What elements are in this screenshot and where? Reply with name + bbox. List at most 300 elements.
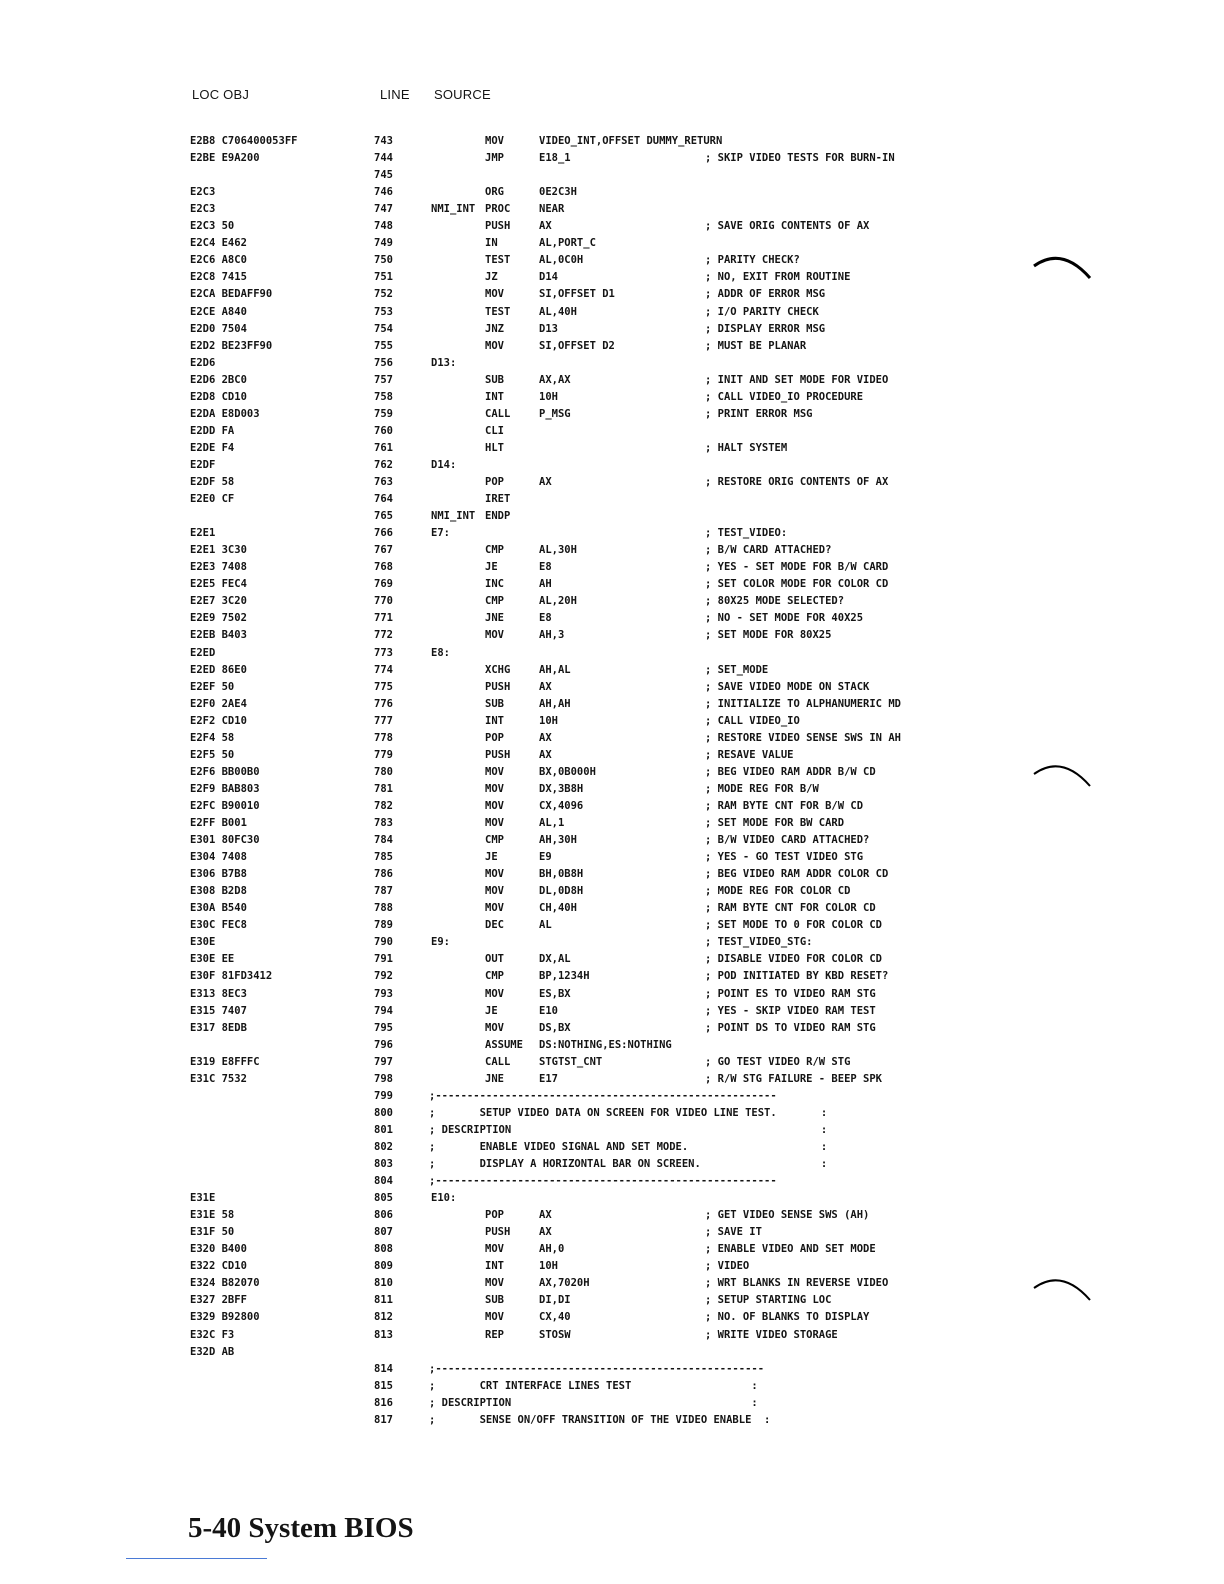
loc-obj-cell: E2C3 (190, 203, 216, 216)
operand-cell: DL,0D8H (539, 885, 584, 898)
comment-cell: ; BEG VIDEO RAM ADDR COLOR CD (705, 868, 889, 881)
listing-row (0, 218, 1224, 235)
line-number-cell: 801 (374, 1123, 393, 1136)
opcode-cell: CMP (485, 970, 504, 983)
comment-cell: ; INIT AND SET MODE FOR VIDEO (705, 373, 889, 386)
comment-cell: ; SET_MODE (705, 663, 769, 676)
listing-row (0, 832, 1224, 849)
listing-row (0, 235, 1224, 252)
line-number-cell: 796 (374, 1038, 393, 1051)
listing-row (0, 542, 1224, 559)
listing-row (0, 1309, 1224, 1326)
loc-obj-cell: E30A B540 (190, 902, 247, 915)
listing-row (0, 866, 1224, 883)
loc-obj-cell: E324 B82070 (190, 1277, 260, 1290)
listing-row (0, 474, 1224, 491)
comment-cell: ; NO - SET MODE FOR 40X25 (705, 612, 864, 625)
comment-cell: ; YES - GO TEST VIDEO STG (705, 851, 864, 864)
line-number-cell: 747 (374, 203, 393, 216)
loc-obj-cell: E329 B92800 (190, 1311, 260, 1324)
line-number-cell: 803 (374, 1158, 393, 1170)
comment-cell: ; SETUP STARTING LOC (705, 1294, 832, 1307)
operand-cell: E9 (539, 851, 552, 864)
label-cell: NMI_INT (431, 510, 476, 523)
line-number-cell: 776 (374, 697, 393, 710)
line-number-cell: 783 (374, 817, 393, 829)
line-number-cell: 814 (374, 1362, 393, 1375)
line-number-cell: 815 (374, 1379, 393, 1392)
operand-cell: AH,3 (539, 629, 565, 642)
header-loc-obj: LOC OBJ (192, 87, 250, 102)
comment-cell: ; R/W STG FAILURE - BEEP SPK (705, 1072, 883, 1085)
loc-obj-cell: E313 8EC3 (190, 987, 247, 1000)
comment-cell: ; POINT DS TO VIDEO RAM STG (705, 1021, 876, 1034)
listing-row (0, 133, 1224, 150)
line-number-cell: 802 (374, 1140, 393, 1153)
opcode-cell: MOV (485, 288, 504, 301)
comment-box-line: ; ENABLE VIDEO SIGNAL AND SET MODE. : (429, 1140, 828, 1153)
opcode-cell: MOV (485, 1277, 504, 1290)
loc-obj-cell: E2DE F4 (190, 441, 235, 454)
comment-cell: ; SET MODE TO 0 FOR COLOR CD (705, 919, 883, 932)
listing-row (0, 934, 1224, 951)
operand-cell: AL,30H (539, 544, 577, 557)
listing-row (0, 815, 1224, 832)
line-number-cell: 789 (374, 919, 393, 932)
loc-obj-cell: E2CE A840 (190, 305, 247, 318)
loc-obj-cell: E31E (190, 1192, 216, 1205)
operand-cell: D14 (539, 271, 558, 284)
line-number-cell: 807 (374, 1226, 393, 1239)
listing-row (0, 679, 1224, 696)
line-number-cell: 761 (374, 441, 393, 454)
comment-box-line: ; CRT INTERFACE LINES TEST : (429, 1379, 758, 1392)
listing-row (0, 1088, 1224, 1105)
line-number-cell: 751 (374, 271, 393, 284)
listing-row (0, 883, 1224, 900)
line-number-cell: 798 (374, 1072, 393, 1085)
line-number-cell: 813 (374, 1328, 393, 1341)
line-number-cell: 756 (374, 356, 393, 369)
operand-cell: AL,40H (539, 305, 577, 318)
opcode-cell: MOV (485, 339, 504, 352)
line-number-cell: 790 (374, 936, 393, 949)
listing-row (0, 1395, 1224, 1412)
comment-cell: ; WRITE VIDEO STORAGE (705, 1328, 838, 1341)
operand-cell: E17 (539, 1072, 558, 1085)
opcode-cell: ENDP (485, 510, 511, 523)
opcode-cell: POP (485, 731, 504, 744)
listing-row (0, 355, 1224, 372)
comment-cell: ; SAVE ORIG CONTENTS OF AX (705, 220, 870, 233)
line-number-cell: 809 (374, 1260, 393, 1273)
loc-obj-cell: E2B8 C706400053FF (190, 135, 298, 147)
comment-box-line: ; SENSE ON/OFF TRANSITION OF THE VIDEO ENABLE : (429, 1413, 771, 1426)
opcode-cell: MOV (485, 817, 504, 829)
listing-row (0, 167, 1224, 184)
line-number-cell: 771 (374, 612, 393, 625)
loc-obj-cell: E301 80FC30 (190, 834, 260, 847)
footer-rule (126, 1558, 267, 1559)
listing-row (0, 286, 1224, 303)
opcode-cell: TEST (485, 305, 511, 318)
operand-cell: STGTST_CNT (539, 1055, 603, 1068)
line-number-cell: 785 (374, 851, 393, 864)
listing-row (0, 730, 1224, 747)
opcode-cell: MOV (485, 987, 504, 1000)
comment-cell: ; NO, EXIT FROM ROUTINE (705, 271, 851, 284)
opcode-cell: CALL (485, 407, 511, 420)
opcode-cell: CMP (485, 595, 504, 608)
operand-cell: SI,OFFSET D2 (539, 339, 615, 352)
opcode-cell: MOV (485, 629, 504, 642)
loc-obj-cell: E2D8 CD10 (190, 390, 247, 403)
comment-cell: ; HALT SYSTEM (705, 441, 788, 454)
line-number-cell: 769 (374, 578, 393, 591)
listing-row (0, 610, 1224, 627)
line-number-cell: 812 (374, 1311, 393, 1324)
opcode-cell: SUB (485, 697, 504, 710)
comment-box-line: ; DISPLAY A HORIZONTAL BAR ON SCREEN. : (429, 1158, 828, 1170)
comment-cell: ; MODE REG FOR COLOR CD (705, 885, 851, 898)
line-number-cell: 775 (374, 680, 393, 693)
loc-obj-cell: E2F0 2AE4 (190, 697, 247, 710)
loc-obj-cell: E2EB B403 (190, 629, 247, 642)
loc-obj-cell: E308 B2D8 (190, 885, 247, 898)
opcode-cell: PUSH (485, 1226, 511, 1239)
listing-row (0, 798, 1224, 815)
comment-cell: ; RESTORE VIDEO SENSE SWS IN AH (705, 731, 901, 744)
listing-row (0, 917, 1224, 934)
listing-row (0, 1241, 1224, 1258)
opcode-cell: INT (485, 1260, 504, 1273)
comment-cell: ; RAM BYTE CNT FOR B/W CD (705, 799, 864, 812)
opcode-cell: MOV (485, 902, 504, 915)
listing-row (0, 713, 1224, 730)
loc-obj-cell: E2C3 50 (190, 220, 235, 233)
listing-row (0, 627, 1224, 644)
operand-cell: E18_1 (539, 152, 571, 165)
listing-row (0, 201, 1224, 218)
loc-obj-cell: E31C 7532 (190, 1072, 247, 1085)
line-number-cell: 797 (374, 1055, 393, 1068)
operand-cell: D13 (539, 322, 558, 335)
loc-obj-cell: E320 B400 (190, 1243, 247, 1256)
loc-obj-cell: E319 E8FFFC (190, 1055, 260, 1068)
loc-obj-cell: E2F2 CD10 (190, 714, 247, 727)
listing-row (0, 321, 1224, 338)
listing-row (0, 986, 1224, 1003)
comment-cell: ; YES - SET MODE FOR B/W CARD (705, 561, 889, 574)
line-number-cell: 752 (374, 288, 393, 301)
loc-obj-cell: E2E7 3C20 (190, 595, 247, 608)
line-number-cell: 808 (374, 1243, 393, 1256)
loc-obj-cell: E2BE E9A200 (190, 152, 260, 165)
line-number-cell: 750 (374, 254, 393, 267)
line-number-cell: 768 (374, 561, 393, 574)
operand-cell: AH,30H (539, 834, 577, 847)
opcode-cell: CMP (485, 834, 504, 847)
line-number-cell: 773 (374, 646, 393, 659)
loc-obj-cell: E2F4 58 (190, 731, 235, 744)
loc-obj-cell: E2ED (190, 646, 216, 659)
comment-box-line: ; SETUP VIDEO DATA ON SCREEN FOR VIDEO LINE TEST. : (429, 1106, 828, 1119)
line-number-cell: 748 (374, 220, 393, 233)
comment-cell: ; 80X25 MODE SELECTED? (705, 595, 845, 608)
line-number-cell: 799 (374, 1089, 393, 1102)
opcode-cell: POP (485, 476, 504, 488)
label-cell: D13: (431, 356, 457, 369)
comment-cell: ; SKIP VIDEO TESTS FOR BURN-IN (705, 152, 895, 165)
operand-cell: DX,AL (539, 953, 571, 966)
listing-row (0, 1207, 1224, 1224)
loc-obj-cell: E2E1 3C30 (190, 544, 247, 557)
operand-cell: 10H (539, 390, 558, 403)
listing-row (0, 508, 1224, 525)
loc-obj-cell: E2DA E8D003 (190, 407, 260, 420)
comment-cell: ; TEST_VIDEO_STG: (705, 936, 813, 949)
listing-row (0, 1412, 1224, 1429)
operand-cell: AL,PORT_C (539, 237, 596, 250)
listing-row (0, 1224, 1224, 1241)
comment-cell: ; POINT ES TO VIDEO RAM STG (705, 987, 876, 1000)
operand-cell: CX,40 (539, 1311, 571, 1324)
loc-obj-cell: E2F6 BB00B0 (190, 765, 260, 778)
line-number-cell: 788 (374, 902, 393, 915)
comment-cell: ; ENABLE VIDEO AND SET MODE (705, 1243, 876, 1256)
loc-obj-cell: E2F9 BAB803 (190, 782, 260, 795)
line-number-cell: 795 (374, 1021, 393, 1034)
comment-cell: ; GO TEST VIDEO R/W STG (705, 1055, 851, 1068)
line-number-cell: 749 (374, 237, 393, 250)
line-number-cell: 778 (374, 731, 393, 744)
listing-row (0, 849, 1224, 866)
opcode-cell: JNE (485, 1072, 504, 1085)
line-number-cell: 793 (374, 987, 393, 1000)
line-number-cell: 759 (374, 407, 393, 420)
operand-cell: AX (539, 748, 552, 761)
line-number-cell: 743 (374, 135, 393, 147)
line-number-cell: 810 (374, 1277, 393, 1290)
loc-obj-cell: E306 B7B8 (190, 868, 247, 881)
loc-obj-cell: E30E EE (190, 953, 235, 966)
operand-cell: DS,BX (539, 1021, 571, 1034)
opcode-cell: MOV (485, 1311, 504, 1324)
line-number-cell: 774 (374, 663, 393, 676)
listing-row (0, 150, 1224, 167)
operand-cell: VIDEO_INT,OFFSET DUMMY_RETURN (539, 135, 723, 147)
opcode-cell: INC (485, 578, 504, 591)
listing-row (0, 1003, 1224, 1020)
listing-row (0, 389, 1224, 406)
comment-cell: ; YES - SKIP VIDEO RAM TEST (705, 1004, 876, 1017)
opcode-cell: PUSH (485, 748, 511, 761)
listing-row (0, 951, 1224, 968)
opcode-cell: PROC (485, 203, 511, 216)
loc-obj-cell: E2D6 (190, 356, 216, 369)
opcode-cell: TEST (485, 254, 511, 267)
opcode-cell: MOV (485, 782, 504, 795)
operand-cell: AH,AL (539, 663, 571, 676)
comment-cell: ; CALL VIDEO_IO PROCEDURE (705, 390, 864, 403)
line-number-cell: 760 (374, 424, 393, 437)
opcode-cell: INT (485, 390, 504, 403)
listing-row (0, 1105, 1224, 1122)
listing-row (0, 1361, 1224, 1378)
comment-cell: ; BEG VIDEO RAM ADDR B/W CD (705, 765, 876, 778)
listing-row (0, 1122, 1224, 1139)
opcode-cell: POP (485, 1209, 504, 1222)
operand-cell: AX (539, 680, 552, 693)
comment-cell: ; NO. OF BLANKS TO DISPLAY (705, 1311, 870, 1324)
listing-row (0, 372, 1224, 389)
operand-cell: E8 (539, 612, 552, 625)
line-number-cell: 757 (374, 373, 393, 386)
opcode-cell: MOV (485, 135, 504, 147)
line-number-cell: 777 (374, 714, 393, 727)
opcode-cell: ORG (485, 186, 504, 199)
comment-cell: ; MODE REG FOR B/W (705, 782, 819, 795)
comment-box-line: ;---------------------------------------------------- (429, 1362, 765, 1375)
operand-cell: P_MSG (539, 407, 571, 420)
loc-obj-cell: E2C8 7415 (190, 271, 247, 284)
opcode-cell: ASSUME (485, 1038, 523, 1051)
line-number-cell: 766 (374, 527, 393, 540)
loc-obj-cell: E304 7408 (190, 851, 247, 864)
comment-cell: ; CALL VIDEO_IO (705, 714, 800, 727)
listing-row (0, 968, 1224, 985)
line-number-cell: 781 (374, 782, 393, 795)
loc-obj-cell: E30E (190, 936, 216, 949)
operand-cell: DX,3B8H (539, 782, 584, 795)
opcode-cell: MOV (485, 765, 504, 778)
label-cell: E7: (431, 527, 450, 540)
operand-cell: CX,4096 (539, 799, 584, 812)
listing-row (0, 1378, 1224, 1395)
label-cell: E10: (431, 1192, 457, 1205)
loc-obj-cell: E2E0 CF (190, 493, 235, 506)
line-number-cell: 753 (374, 305, 393, 318)
opcode-cell: IN (485, 237, 498, 250)
operand-cell: NEAR (539, 203, 565, 216)
opcode-cell: JZ (485, 271, 498, 284)
comment-cell: ; MUST BE PLANAR (705, 339, 807, 352)
operand-cell: BP,1234H (539, 970, 590, 983)
operand-cell: AX (539, 1226, 552, 1239)
operand-cell: E8 (539, 561, 552, 574)
opcode-cell: PUSH (485, 220, 511, 233)
line-number-cell: 800 (374, 1106, 393, 1119)
opcode-cell: JE (485, 561, 498, 574)
label-cell: NMI_INT (431, 203, 476, 216)
comment-cell: ; TEST_VIDEO: (705, 527, 788, 540)
comment-cell: ; RESTORE ORIG CONTENTS OF AX (705, 476, 889, 488)
listing-row (0, 1020, 1224, 1037)
listing-row (0, 1258, 1224, 1275)
loc-obj-cell: E2FC B90010 (190, 799, 260, 812)
line-number-cell: 780 (374, 765, 393, 778)
operand-cell: AH,0 (539, 1243, 565, 1256)
listing-row (0, 662, 1224, 679)
binder-hole-arc-icon (1032, 760, 1094, 790)
comment-cell: ; PARITY CHECK? (705, 254, 800, 267)
line-number-cell: 791 (374, 953, 393, 966)
loc-obj-cell: E322 CD10 (190, 1260, 247, 1273)
operand-cell: BH,0B8H (539, 868, 584, 881)
line-number-cell: 806 (374, 1209, 393, 1222)
operand-cell: AX (539, 731, 552, 744)
comment-cell: ; SET MODE FOR BW CARD (705, 817, 845, 829)
listing-row (0, 645, 1224, 662)
opcode-cell: JE (485, 1004, 498, 1017)
loc-obj-cell: E327 2BFF (190, 1294, 247, 1307)
comment-cell: ; SET MODE FOR 80X25 (705, 629, 832, 642)
line-number-cell: 762 (374, 458, 393, 471)
operand-cell: E10 (539, 1004, 558, 1017)
comment-cell: ; SET COLOR MODE FOR COLOR CD (705, 578, 889, 591)
operand-cell: AL,0C0H (539, 254, 584, 267)
line-number-cell: 804 (374, 1175, 393, 1188)
listing-row (0, 457, 1224, 474)
opcode-cell: INT (485, 714, 504, 727)
operand-cell: AX (539, 1209, 552, 1222)
loc-obj-cell: E32C F3 (190, 1328, 235, 1341)
loc-obj-cell: E30C FEC8 (190, 919, 247, 932)
loc-obj-cell: E2E9 7502 (190, 612, 247, 625)
comment-cell: ; RAM BYTE CNT FOR COLOR CD (705, 902, 876, 915)
line-number-cell: 746 (374, 186, 393, 199)
opcode-cell: OUT (485, 953, 504, 966)
line-number-cell: 782 (374, 799, 393, 812)
listing-row (0, 1327, 1224, 1344)
opcode-cell: MOV (485, 868, 504, 881)
binder-hole-arc-icon (1032, 1274, 1094, 1304)
loc-obj-cell: E2DD FA (190, 424, 235, 437)
loc-obj-cell: E2C4 E462 (190, 237, 247, 250)
line-number-cell: 811 (374, 1294, 393, 1307)
loc-obj-cell: E2E3 7408 (190, 561, 247, 574)
listing-row (0, 338, 1224, 355)
comment-box-line: ; DESCRIPTION : (429, 1123, 828, 1136)
opcode-cell: MOV (485, 885, 504, 898)
opcode-cell: MOV (485, 1021, 504, 1034)
line-number-cell: 770 (374, 595, 393, 608)
opcode-cell: XCHG (485, 663, 511, 676)
line-number-cell: 754 (374, 322, 393, 335)
comment-box-line: ;------------------------------------------------------ (429, 1175, 777, 1188)
loc-obj-cell: E2E1 (190, 527, 216, 540)
operand-cell: AL,20H (539, 595, 577, 608)
operand-cell: AH,AH (539, 697, 571, 710)
loc-obj-cell: E2C6 A8C0 (190, 254, 247, 267)
comment-cell: ; VIDEO (705, 1260, 750, 1273)
line-number-cell: 764 (374, 493, 393, 506)
label-cell: E9: (431, 936, 450, 949)
comment-cell: ; POD INITIATED BY KBD RESET? (705, 970, 889, 983)
operand-cell: STOSW (539, 1328, 571, 1341)
line-number-cell: 816 (374, 1396, 393, 1409)
comment-cell: ; PRINT ERROR MSG (705, 407, 813, 420)
operand-cell: DI,DI (539, 1294, 571, 1307)
comment-cell: ; WRT BLANKS IN REVERSE VIDEO (705, 1277, 889, 1290)
comment-cell: ; SAVE IT (705, 1226, 762, 1239)
opcode-cell: DEC (485, 919, 504, 932)
loc-obj-cell: E2DF (190, 458, 216, 471)
listing-row (0, 1037, 1224, 1054)
listing-row (0, 406, 1224, 423)
opcode-cell: CMP (485, 544, 504, 557)
listing-row (0, 525, 1224, 542)
